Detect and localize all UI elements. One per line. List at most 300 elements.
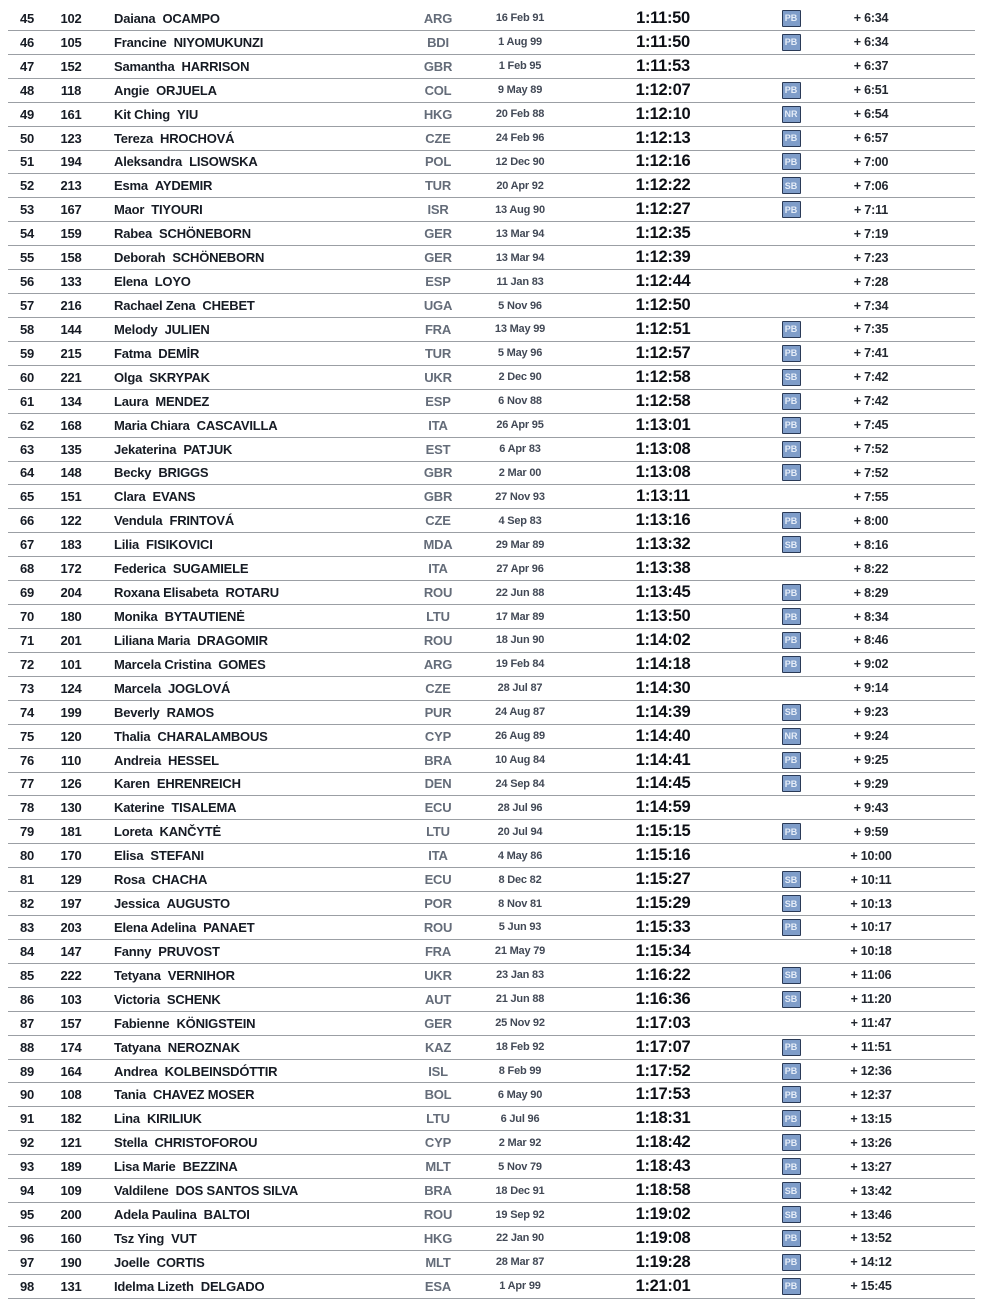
bib-number-cell: 158	[60, 250, 82, 266]
finish-time: 1:12:57	[635, 343, 691, 362]
athlete-given-name: Olga	[114, 369, 143, 385]
result-row	[8, 1107, 975, 1131]
bib-number-cell: 102	[60, 10, 82, 26]
finish-time: 1:15:27	[635, 870, 691, 889]
country-code: ESP	[425, 393, 451, 409]
time-gap: + 13:15	[850, 1111, 892, 1126]
finish-time: 1:12:07	[635, 80, 691, 99]
country-code: GBR	[423, 58, 453, 74]
time-gap: + 13:26	[850, 1135, 892, 1150]
record-badge: SB	[782, 991, 801, 1008]
athlete-given-name: Beverly	[114, 704, 160, 720]
birth-date: 13 Mar 94	[495, 227, 545, 240]
athlete-given-name: Fanny	[114, 943, 152, 959]
time-gap: + 7:00	[853, 154, 889, 169]
finish-time: 1:18:58	[635, 1181, 691, 1200]
athlete-given-name: Elena Adelina	[114, 919, 197, 935]
rank-cell: 76	[19, 752, 34, 768]
time-gap: + 7:28	[853, 274, 889, 289]
athlete-given-name: Deborah	[114, 250, 166, 266]
athlete-given-name: Idelma Lizeth	[114, 1278, 194, 1294]
birth-date: 19 Sep 92	[495, 1208, 545, 1221]
bib-number-cell: 216	[60, 298, 82, 314]
athlete-family-name: DELGADO	[200, 1278, 265, 1294]
bib-number-cell: 182	[60, 1111, 82, 1127]
result-row	[8, 844, 975, 868]
birth-date: 10 Aug 84	[495, 754, 545, 767]
athlete-family-name: PRUVOST	[158, 943, 220, 959]
bib-number-cell: 108	[60, 1087, 82, 1103]
result-row	[8, 892, 975, 916]
record-badge-cell	[759, 943, 823, 960]
bib-number-cell: 213	[60, 178, 82, 194]
finish-time: 1:15:34	[635, 941, 691, 960]
result-row	[8, 1155, 975, 1179]
record-badge: PB	[782, 1134, 801, 1151]
record-badge: PB	[782, 441, 801, 458]
athlete-given-name: Aleksandra	[114, 154, 183, 170]
time-gap: + 7:55	[853, 489, 889, 504]
time-gap: + 13:27	[850, 1159, 892, 1174]
finish-time: 1:11:53	[636, 56, 690, 75]
athlete-family-name: TISALEMA	[171, 800, 237, 816]
athlete-name	[108, 1087, 403, 1102]
bib-number-cell: 181	[60, 824, 82, 840]
birth-date: 19 Feb 84	[495, 658, 545, 671]
country-code: COL	[424, 82, 452, 98]
bib-number-cell: 197	[60, 896, 82, 912]
record-badge-cell	[759, 1039, 823, 1056]
athlete-given-name: Lisa Marie	[114, 1159, 176, 1175]
finish-time: 1:15:15	[635, 822, 691, 841]
finish-time: 1:13:50	[635, 607, 691, 625]
finish-time: 1:12:35	[635, 224, 691, 243]
rank-cell: 53	[19, 202, 34, 218]
bib-number-cell: 122	[60, 513, 82, 529]
finish-time: 1:12:22	[635, 176, 691, 195]
country-code: GBR	[423, 489, 453, 505]
athlete-family-name: SUGAMIELE	[172, 561, 249, 577]
record-badge: PB	[782, 417, 801, 434]
athlete-given-name: Vendula	[114, 513, 163, 529]
bib-number-cell: 157	[60, 1015, 82, 1031]
finish-time: 1:19:02	[635, 1205, 691, 1224]
result-row	[8, 55, 975, 79]
time-gap: + 8:16	[853, 537, 889, 552]
country-code: KAZ	[424, 1039, 452, 1055]
finish-time: 1:12:58	[635, 391, 691, 410]
athlete-given-name: Tsz Ying	[114, 1230, 165, 1246]
rank-cell: 83	[19, 919, 34, 935]
athlete-given-name: Thalia	[114, 728, 151, 744]
athlete-family-name: BYTAUTIENĖ	[164, 609, 245, 624]
record-badge-cell	[759, 775, 823, 792]
country-code: UGA	[423, 298, 453, 314]
record-badge: PB	[782, 752, 801, 769]
country-code: LTU	[426, 1111, 450, 1127]
athlete-given-name: Katerine	[114, 800, 165, 816]
record-badge-cell	[759, 297, 823, 314]
time-gap: + 6:37	[853, 59, 889, 74]
time-gap: + 7:52	[853, 465, 889, 480]
athlete-given-name: Elisa	[114, 848, 144, 864]
athlete-family-name: DEMİR	[158, 345, 200, 361]
athlete-given-name: Rabea	[114, 226, 153, 242]
athlete-given-name: Laura	[114, 393, 149, 409]
record-badge: NR	[782, 106, 801, 123]
record-badge: PB	[782, 321, 801, 338]
bib-number-cell: 101	[60, 656, 82, 672]
finish-time: 1:13:01	[635, 415, 691, 434]
record-badge: PB	[782, 823, 801, 840]
athlete-given-name: Rosa	[114, 872, 145, 888]
athlete-family-name: LISOWSKA	[189, 154, 258, 170]
record-badge: SB	[782, 704, 801, 721]
rank-cell: 75	[19, 728, 34, 744]
record-badge: SB	[782, 895, 801, 912]
athlete-name	[108, 394, 403, 409]
athlete-name	[108, 465, 403, 480]
athlete-given-name: Esma	[114, 178, 148, 194]
time-gap: + 8:22	[853, 561, 889, 576]
result-row	[8, 79, 975, 103]
athlete-family-name: VERNIHOR	[167, 967, 235, 983]
athlete-name	[108, 1135, 403, 1150]
record-badge-cell	[759, 488, 823, 505]
athlete-name	[108, 131, 403, 146]
birth-date: 28 Mar 87	[495, 1256, 545, 1269]
result-row	[8, 964, 975, 988]
result-row	[8, 462, 975, 486]
result-row	[8, 1131, 975, 1155]
rank-cell: 51	[19, 154, 34, 170]
birth-date: 25 Nov 92	[495, 1017, 545, 1030]
country-code: LTU	[426, 609, 450, 624]
rank-cell: 78	[19, 800, 34, 816]
athlete-family-name: AYDEMIR	[154, 178, 213, 194]
rank-cell: 93	[19, 1159, 34, 1175]
bib-number-cell: 203	[60, 919, 82, 935]
athlete-name	[108, 154, 403, 169]
time-gap: + 6:34	[853, 35, 889, 50]
athlete-family-name: JOGLOVÁ	[168, 680, 231, 696]
athlete-name	[108, 1255, 403, 1270]
time-gap: + 9:02	[853, 657, 889, 672]
birth-date: 1 Aug 99	[498, 36, 542, 49]
record-badge: PB	[782, 1278, 801, 1295]
result-row	[8, 725, 975, 749]
result-row	[8, 1275, 975, 1299]
birth-date: 24 Aug 87	[495, 706, 545, 719]
birth-date: 24 Sep 84	[495, 777, 545, 790]
athlete-name	[108, 274, 403, 289]
finish-time: 1:17:07	[635, 1037, 691, 1056]
athlete-given-name: Marcela	[114, 680, 162, 696]
result-row	[8, 414, 975, 438]
birth-date: 26 Apr 95	[496, 419, 544, 432]
bib-number-cell: 174	[60, 1039, 82, 1055]
rank-cell: 94	[19, 1183, 34, 1199]
record-badge-cell	[759, 321, 823, 338]
athlete-given-name: Monika	[114, 609, 158, 624]
athlete-family-name: KÖNIGSTEIN	[176, 1015, 256, 1031]
rank-cell: 48	[19, 82, 34, 98]
time-gap: + 7:52	[853, 442, 889, 457]
record-badge-cell	[759, 464, 823, 481]
time-gap: + 10:13	[850, 896, 892, 911]
country-code: ISR	[427, 202, 449, 218]
athlete-name	[108, 107, 403, 122]
record-badge-cell	[759, 106, 823, 123]
finish-time: 1:11:50	[636, 8, 690, 27]
record-badge: SB	[782, 1182, 801, 1199]
record-badge-cell	[759, 201, 823, 218]
record-badge-cell	[759, 1086, 823, 1103]
athlete-name	[108, 872, 403, 887]
record-badge-cell	[759, 847, 823, 864]
rank-cell: 52	[19, 178, 34, 194]
athlete-name	[108, 513, 403, 528]
result-row	[8, 988, 975, 1012]
birth-date: 18 Feb 92	[495, 1041, 545, 1054]
athlete-given-name: Andreia	[114, 752, 162, 768]
finish-time: 1:15:29	[635, 894, 691, 913]
rank-cell: 89	[19, 1063, 34, 1079]
result-row	[8, 701, 975, 725]
bib-number-cell: 144	[60, 321, 82, 337]
bib-number-cell: 194	[60, 154, 82, 170]
time-gap: + 13:52	[850, 1231, 892, 1246]
record-badge-cell	[759, 345, 823, 362]
athlete-given-name: Joelle	[114, 1254, 150, 1270]
birth-date: 27 Apr 96	[496, 562, 544, 575]
country-code: ESP	[425, 274, 451, 290]
athlete-name	[108, 1016, 403, 1031]
rank-cell: 66	[19, 513, 34, 529]
country-code: POR	[424, 896, 452, 912]
result-row	[8, 868, 975, 892]
athlete-name	[108, 250, 403, 265]
athlete-family-name: DRAGOMIR	[197, 632, 268, 648]
athlete-given-name: Victoria	[114, 991, 160, 1007]
athlete-given-name: Kit Ching	[114, 106, 170, 122]
rank-cell: 54	[19, 226, 34, 242]
rank-cell: 57	[19, 298, 34, 314]
rank-cell: 45	[19, 10, 34, 26]
bib-number-cell: 200	[60, 1207, 82, 1223]
time-gap: + 7:19	[853, 226, 889, 241]
time-gap: + 10:18	[850, 944, 892, 959]
athlete-family-name: CHRISTOFOROU	[154, 1135, 258, 1151]
birth-date: 20 Apr 92	[496, 179, 544, 192]
record-badge: PB	[782, 632, 801, 649]
record-badge-cell	[759, 153, 823, 170]
record-badge-cell	[759, 249, 823, 266]
athlete-given-name: Karen	[114, 776, 150, 792]
record-badge-cell	[759, 895, 823, 912]
record-badge: PB	[782, 201, 801, 218]
birth-date: 11 Jan 83	[496, 275, 544, 288]
birth-date: 6 Nov 88	[498, 395, 542, 408]
athlete-name	[108, 1040, 403, 1055]
record-badge-cell	[759, 632, 823, 649]
finish-time: 1:15:33	[635, 917, 691, 936]
athlete-name	[108, 442, 403, 457]
time-gap: + 6:51	[853, 83, 889, 98]
athlete-name	[108, 35, 403, 50]
country-code: CZE	[425, 513, 451, 529]
finish-time: 1:19:08	[635, 1228, 691, 1247]
rank-cell: 80	[19, 848, 34, 864]
record-badge: SB	[782, 536, 801, 553]
bib-number-cell: 201	[60, 632, 82, 648]
athlete-family-name: FRINTOVÁ	[169, 513, 235, 529]
athlete-family-name: PANAET	[203, 919, 255, 935]
rank-cell: 72	[19, 656, 34, 672]
birth-date: 1 Feb 95	[498, 60, 542, 73]
record-badge-cell	[759, 417, 823, 434]
athlete-family-name: AUGUSTO	[166, 896, 230, 912]
finish-time: 1:12:27	[635, 200, 691, 219]
record-badge-cell	[759, 752, 823, 769]
athlete-family-name: CHACHA	[152, 872, 208, 888]
result-row	[8, 127, 975, 151]
record-badge-cell	[759, 82, 823, 99]
finish-time: 1:12:58	[635, 367, 691, 386]
athlete-family-name: SCHÖNEBORN	[159, 226, 251, 242]
result-row	[8, 653, 975, 677]
finish-time: 1:12:16	[635, 152, 691, 171]
record-badge-cell	[759, 584, 823, 601]
bib-number-cell: 180	[60, 609, 82, 624]
result-row	[8, 1012, 975, 1036]
result-row	[8, 31, 975, 55]
record-badge-cell	[759, 1110, 823, 1127]
rank-cell: 47	[19, 58, 34, 74]
record-badge: PB	[782, 608, 801, 625]
country-code: BRA	[424, 1183, 452, 1199]
record-badge-cell	[759, 799, 823, 816]
birth-date: 8 Nov 81	[498, 897, 542, 910]
country-code: CYP	[424, 1135, 452, 1151]
athlete-family-name: CORTIS	[156, 1254, 205, 1270]
record-badge-cell	[759, 919, 823, 936]
time-gap: + 12:37	[850, 1087, 892, 1102]
finish-time: 1:14:41	[635, 750, 691, 769]
record-badge-cell	[759, 1063, 823, 1080]
bib-number-cell: 221	[60, 369, 82, 385]
country-code: GER	[424, 1015, 452, 1031]
record-badge: PB	[782, 1110, 801, 1127]
result-row	[8, 246, 975, 270]
finish-time: 1:11:50	[636, 32, 690, 51]
country-code: BRA	[424, 752, 452, 768]
result-row	[8, 820, 975, 844]
rank-cell: 88	[19, 1039, 34, 1055]
athlete-name	[108, 322, 403, 337]
birth-date: 2 Mar 92	[498, 1136, 542, 1149]
finish-time: 1:14:39	[635, 702, 691, 721]
athlete-given-name: Angie	[114, 82, 150, 98]
record-badge: PB	[782, 1039, 801, 1056]
record-badge-cell	[759, 1182, 823, 1199]
record-badge: SB	[782, 1206, 801, 1223]
bib-number-cell: 190	[60, 1254, 82, 1270]
birth-date: 21 May 79	[494, 945, 546, 958]
athlete-family-name: VUT	[171, 1230, 197, 1246]
birth-date: 20 Feb 88	[495, 108, 545, 121]
athlete-given-name: Elena	[114, 274, 148, 290]
rank-cell: 56	[19, 274, 34, 290]
athlete-name	[108, 944, 403, 959]
athlete-name	[108, 59, 403, 74]
athlete-name	[108, 1279, 403, 1294]
country-code: ROU	[423, 632, 453, 648]
time-gap: + 7:35	[853, 322, 889, 337]
country-code: ESA	[424, 1278, 452, 1294]
rank-cell: 81	[19, 872, 34, 888]
athlete-family-name: KOLBEINSDÓTTIR	[164, 1063, 278, 1079]
result-row	[8, 174, 975, 198]
athlete-family-name: HARRISON	[181, 58, 250, 74]
rank-cell: 97	[19, 1254, 34, 1270]
bib-number-cell: 134	[60, 393, 82, 409]
record-badge: PB	[782, 919, 801, 936]
birth-date: 8 Dec 82	[498, 873, 542, 886]
bib-number-cell: 126	[60, 776, 82, 792]
birth-date: 5 Nov 96	[498, 299, 542, 312]
rank-cell: 68	[19, 561, 34, 577]
finish-time: 1:12:39	[635, 248, 691, 267]
finish-time: 1:14:02	[635, 630, 691, 649]
country-code: ARG	[423, 10, 453, 26]
athlete-name	[108, 537, 403, 552]
country-code: ARG	[423, 656, 453, 672]
birth-date: 20 Jul 94	[497, 825, 543, 838]
bib-number-cell: 109	[60, 1183, 82, 1199]
country-code: GER	[424, 226, 452, 242]
time-gap: + 14:12	[850, 1255, 892, 1270]
athlete-name	[108, 11, 403, 26]
finish-time: 1:14:18	[635, 654, 691, 673]
result-row	[8, 390, 975, 414]
birth-date: 8 Feb 99	[498, 1065, 542, 1078]
athlete-name	[108, 657, 403, 672]
athlete-name	[108, 83, 403, 98]
athlete-family-name: NEROZNAK	[167, 1039, 240, 1055]
country-code: GER	[424, 250, 452, 266]
athlete-name	[108, 226, 403, 241]
rank-cell: 58	[19, 321, 34, 337]
result-row	[8, 677, 975, 701]
athlete-given-name: Tatyana	[114, 1039, 161, 1055]
record-badge: SB	[782, 871, 801, 888]
finish-time: 1:18:42	[635, 1133, 691, 1152]
athlete-family-name: STEFANI	[150, 848, 204, 864]
record-badge: PB	[782, 584, 801, 601]
birth-date: 16 Feb 91	[495, 12, 545, 25]
bib-number-cell: 123	[60, 130, 82, 146]
athlete-name	[108, 609, 403, 624]
finish-time: 1:13:32	[635, 535, 691, 554]
record-badge-cell	[759, 1278, 823, 1295]
record-badge-cell	[759, 393, 823, 410]
birth-date: 5 Nov 79	[498, 1160, 542, 1173]
country-code: CYP	[424, 728, 452, 744]
athlete-family-name: CHAVEZ MOSER	[153, 1087, 255, 1103]
bib-number-cell: 183	[60, 537, 82, 553]
record-badge-cell	[759, 728, 823, 745]
